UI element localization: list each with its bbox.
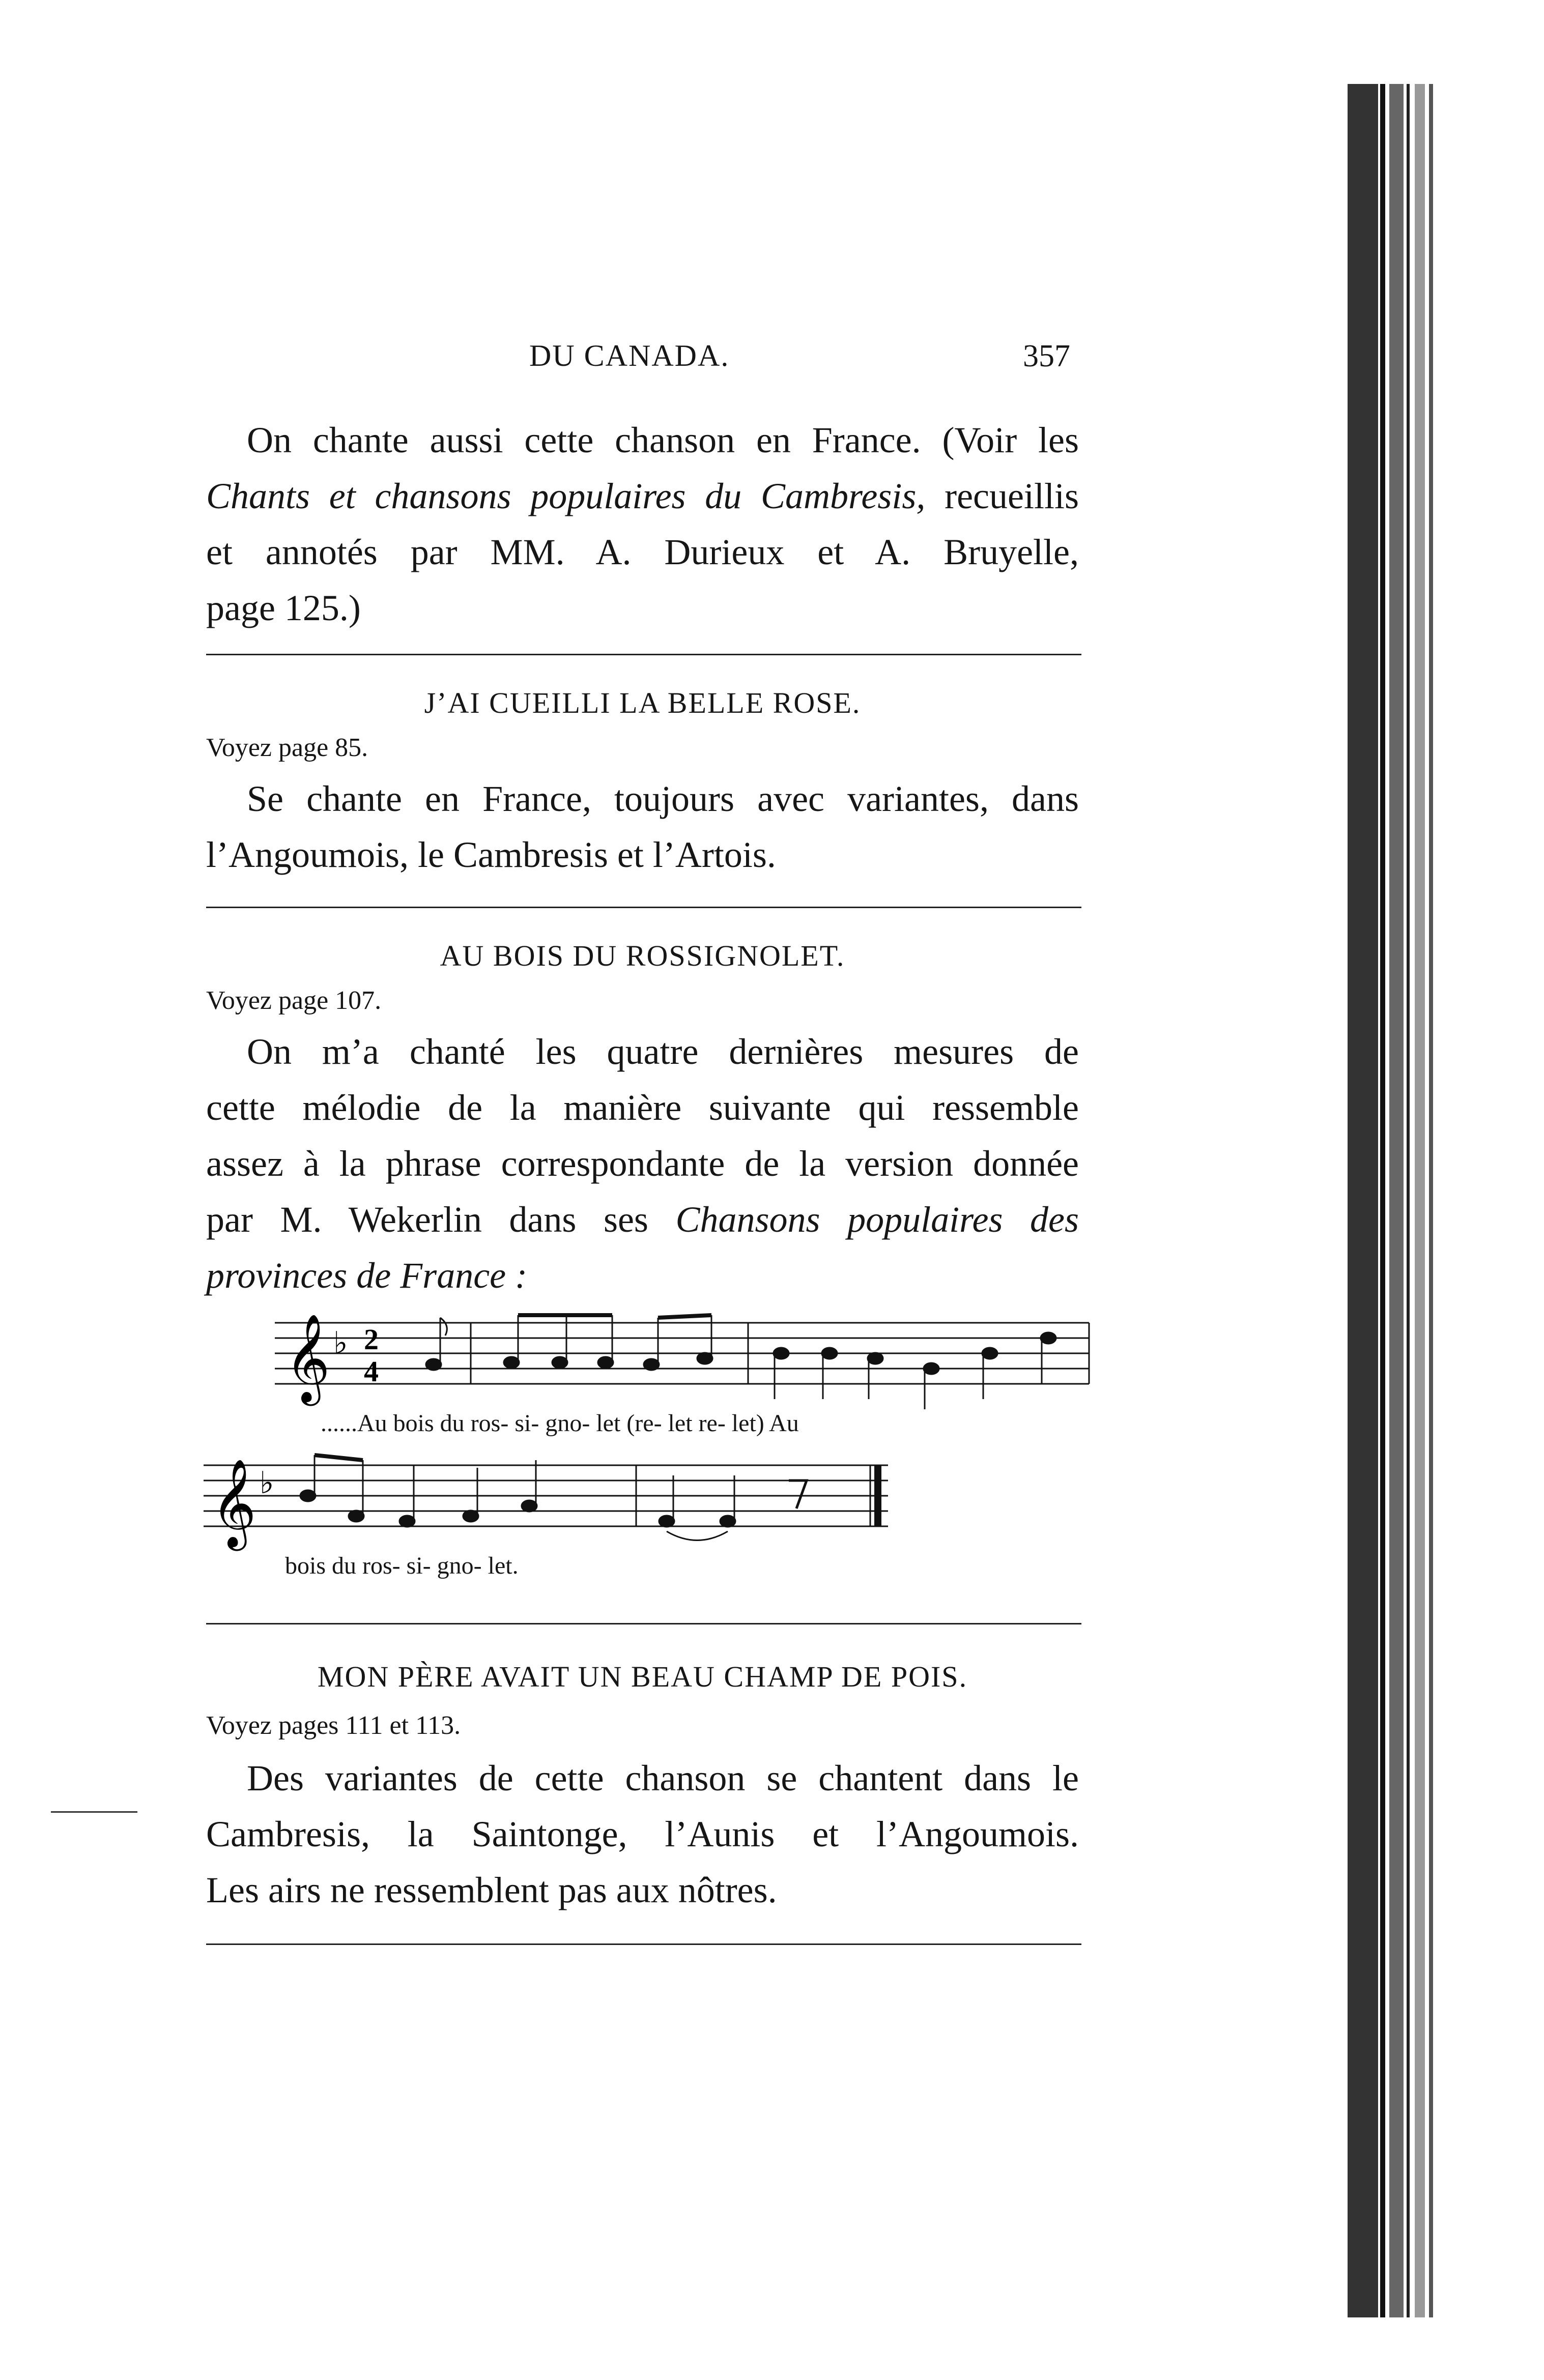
section-heading: MON PÈRE AVAIT UN BEAU CHAMP DE POIS. xyxy=(317,1660,968,1693)
text-line: Chants et chansons populaires du Cambresis, recueillis xyxy=(206,476,1079,516)
running-head xyxy=(0,338,1544,379)
section-divider xyxy=(206,907,1081,908)
running-title: DU CANADA. xyxy=(529,339,730,372)
page-edge-strip xyxy=(1343,84,1445,2317)
text-line: Cambresis, la Saintonge, l’Aunis et l’Angoumois. xyxy=(206,1814,1079,1854)
section-heading: AU BOIS DU ROSSIGNOLET. xyxy=(440,939,845,972)
book-title: Chansons populaires des xyxy=(675,1199,1079,1240)
text-line: par M. Wekerlin dans ses Chansons populaires des xyxy=(206,1199,1079,1240)
text-line: On m’a chanté les quatre dernières mesures de xyxy=(247,1031,1079,1072)
page-reference: Voyez page 107. xyxy=(206,986,382,1015)
text-line: On chante aussi cette chanson en France. (Voir les xyxy=(247,420,1079,460)
section-divider xyxy=(206,654,1081,655)
text-line: assez à la phrase correspondante de la version donnée xyxy=(206,1143,1079,1184)
treble-clef-icon: 𝄞 xyxy=(285,1314,330,1402)
flat-icon: ♭ xyxy=(333,1325,348,1361)
treble-clef-icon: 𝄞 xyxy=(211,1459,256,1547)
page-number: 357 xyxy=(1023,339,1070,373)
time-signature-top: 2 xyxy=(364,1323,379,1356)
section-paragraph xyxy=(206,1750,1079,1918)
margin-mark xyxy=(51,1811,137,1813)
flat-icon: ♭ xyxy=(260,1465,274,1501)
text-line: page 125.) xyxy=(206,588,361,628)
text-line: Les airs ne ressemblent pas aux nôtres. xyxy=(206,1870,777,1910)
text-line: et annotés par MM. A. Durieux et A. Bruyelle, xyxy=(206,532,1079,572)
text-line: Des variantes de cette chanson se chantent dans le xyxy=(247,1758,1079,1798)
intro-paragraph xyxy=(206,412,1079,636)
lyrics-line: ......Au bois du ros- si- gno- let (re- let re- let) Au xyxy=(321,1410,799,1437)
section-paragraph xyxy=(206,771,1079,883)
section-heading: J’AI CUEILLI LA BELLE ROSE. xyxy=(424,686,861,719)
text-line: cette mélodie de la manière suivante qui ressemble xyxy=(206,1087,1079,1128)
text-line xyxy=(206,1247,1079,1303)
page-reference: Voyez pages 111 et 113. xyxy=(206,1711,461,1740)
book-title: Chants et chansons populaires du Cambresis, xyxy=(206,476,926,516)
time-signature-bottom: 4 xyxy=(364,1355,379,1388)
lyrics-line: bois du ros- si- gno- let. xyxy=(285,1552,519,1579)
section-paragraph xyxy=(206,1024,1079,1303)
section-divider xyxy=(206,1943,1081,1945)
section-divider xyxy=(206,1623,1081,1624)
text-line: Se chante en France, toujours avec variantes, dans xyxy=(247,778,1079,819)
book-title: provinces de France : xyxy=(206,1255,528,1296)
text-line: l’Angoumois, le Cambresis et l’Artois. xyxy=(206,834,776,875)
page-reference: Voyez page 85. xyxy=(206,733,368,762)
